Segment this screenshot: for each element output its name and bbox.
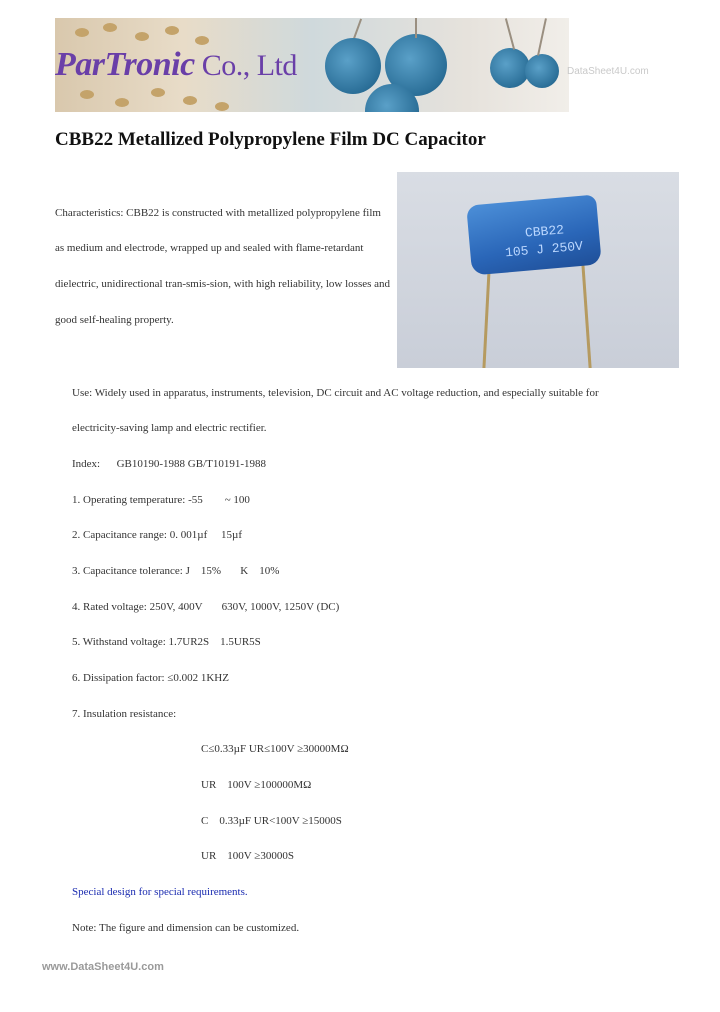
spec-line: Note: The figure and dimension can be customized. — [72, 922, 300, 934]
special-design-link[interactable]: Special design for special requirements. — [72, 886, 248, 898]
footer-watermark: www.DataSheet4U.com — [42, 961, 164, 973]
spec-line: Index: GB10190-1988 GB/T10191-1988 — [72, 458, 267, 470]
photo-lead-wire — [482, 264, 491, 368]
bead-cap-image — [135, 32, 149, 41]
bead-cap-image — [165, 26, 179, 35]
disc-capacitor-image — [325, 38, 381, 94]
characteristics-line: good self-healing property. — [55, 314, 174, 326]
spec-line: 7. Insulation resistance: — [72, 708, 177, 720]
disc-capacitor-image — [525, 54, 559, 88]
capacitor-marking: CBB22 — [524, 222, 565, 241]
spec-line: 5. Withstand voltage: 1.7UR2S 1.5UR5S — [72, 636, 261, 648]
characteristics-line: dielectric, unidirectional tran-smis-sion, with high reliability, low losses and — [55, 278, 391, 290]
spec-line: UR 100V ≥30000S — [201, 850, 294, 862]
spec-line: 6. Dissipation factor: ≤0.002 1KHZ — [72, 672, 229, 684]
spec-line: 2. Capacitance range: 0. 001µf 15µf — [72, 529, 242, 541]
lead-wire-image — [505, 18, 515, 49]
bead-cap-image — [115, 98, 129, 107]
spec-line: UR 100V ≥100000MΩ — [201, 779, 312, 791]
characteristics-line: as medium and electrode, wrapped up and sealed with flame-retardant — [55, 242, 364, 254]
bead-cap-image — [80, 90, 94, 99]
spec-line: C≤0.33µF UR≤100V ≥30000MΩ — [201, 743, 349, 755]
bead-cap-image — [183, 96, 197, 105]
bead-cap-image — [75, 28, 89, 37]
bead-cap-image — [103, 23, 117, 32]
photo-lead-wire — [581, 260, 592, 368]
capacitor-photo — [397, 172, 679, 368]
disc-capacitor-image — [490, 48, 530, 88]
lead-wire-image — [415, 18, 417, 38]
characteristics-line: Characteristics: CBB22 is constructed with metallized polypropylene film — [55, 207, 381, 219]
company-logo: ParTronic Co., Ltd — [55, 46, 297, 83]
page-title: CBB22 Metallized Polypropylene Film DC Capacitor — [55, 129, 486, 150]
banner-url: DataSheet4U.com — [567, 66, 649, 77]
lead-wire-image — [537, 18, 547, 56]
spec-line: Use: Widely used in apparatus, instruments, television, DC circuit and AC voltage reduction, and especially suitable for — [72, 387, 599, 399]
spec-line: 1. Operating temperature: -55 ~ 100 — [72, 494, 250, 506]
spec-line: 4. Rated voltage: 250V, 400V 630V, 1000V, 1250V (DC) — [72, 601, 340, 613]
spec-line: 3. Capacitance tolerance: J 15% K 10% — [72, 565, 280, 577]
bead-cap-image — [215, 102, 229, 111]
bead-cap-image — [151, 88, 165, 97]
header-banner — [55, 18, 569, 112]
capacitor-marking: 105 J 250V — [504, 238, 584, 261]
spec-line: electricity-saving lamp and electric rectifier. — [72, 422, 267, 434]
bead-cap-image — [195, 36, 209, 45]
spec-line: C 0.33µF UR<100V ≥15000S — [201, 815, 342, 827]
